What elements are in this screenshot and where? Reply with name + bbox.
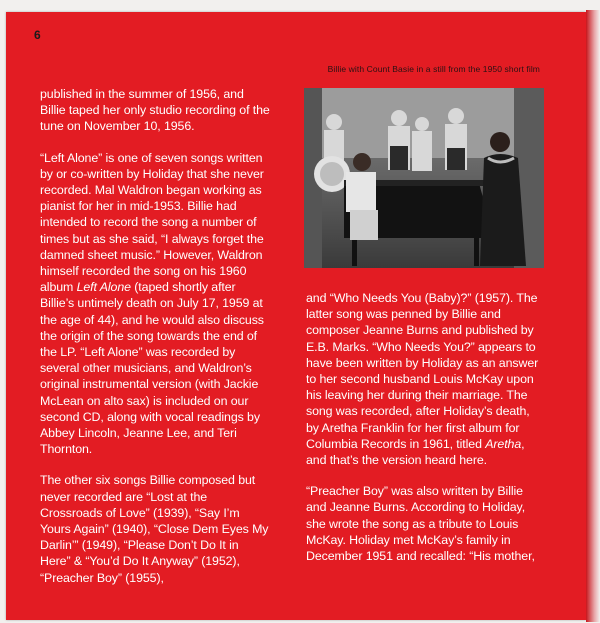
text-run: “Left Alone” is one of seven songs written by or co-written by Holiday that she never recorded. Mal Waldron began working as pianist for her in mid-1953. Billie had intended to record the song a number of times but as she said, “I always forget the damned sheet music.” However, Waldron himself recorded the song on his 1960 album bbox=[40, 150, 264, 295]
photo-caption: Billie with Count Basie in a still from the 1950 short film bbox=[327, 64, 540, 74]
page-number: 6 bbox=[34, 28, 41, 42]
text-column-right bbox=[306, 290, 544, 579]
paragraph bbox=[40, 472, 272, 585]
text-run: “Preacher Boy” was also written by Billie and Jeanne Burns. According to Holiday, she wrote the song as a tribute to Louis McKay. Holiday met McKay’s family in December 1951 and recalled: “His mother, bbox=[306, 484, 535, 564]
paragraph bbox=[306, 290, 544, 468]
text-run: and “Who Needs You (Baby)?” (1957). The latter song was penned by Billie and composer Jeanne Burns and published by E.B. Marks. “Who Needs You?” appears to have been written by Holiday as an answer to her second husband Louis McKay upon his leaving her during their marriage. The song was recorded, after Holiday’s death, by Aretha Franklin for her first album for Columbia Records in 1961, titled bbox=[306, 291, 539, 451]
album-title: Left Alone bbox=[76, 280, 131, 295]
paragraph bbox=[306, 483, 544, 564]
paragraph bbox=[40, 150, 272, 458]
photo-billie-holiday-count-basie bbox=[304, 88, 544, 268]
text-run: The other six songs Billie composed but never recorded are “Lost at the Crossroads of Love” (1939), “Say I’m Yours Again” (1940), “Close Dem Eyes My Darlin’” (1949), “Please Don’t Do It in Here” & “You’d Do It Anyway” (1952), “Preacher Boy” (1955), bbox=[40, 473, 269, 585]
album-title: Aretha bbox=[485, 436, 522, 451]
text-column-left bbox=[40, 86, 272, 601]
page-edge bbox=[586, 10, 600, 622]
paragraph bbox=[40, 86, 272, 135]
photo-illustration bbox=[304, 88, 544, 268]
text-run: , and that’s the version heard here. bbox=[306, 436, 525, 468]
text-run: published in the summer of 1956, and Billie taped her only studio recording of the tune on November 10, 1956. bbox=[40, 87, 270, 134]
text-run: (taped shortly after Billie’s untimely death on July 17, 1959 at the age of 44), and he would also discuss the origin of the song towards the end of the LP. “Left Alone” was recorded by several other musicians, and Waldron’s original instrumental version (with Jackie McLean on alto sax) is included on our second CD, along with vocal readings by Abbey Lincoln, Jeanne Lee, and Teri Thornton. bbox=[40, 280, 264, 457]
